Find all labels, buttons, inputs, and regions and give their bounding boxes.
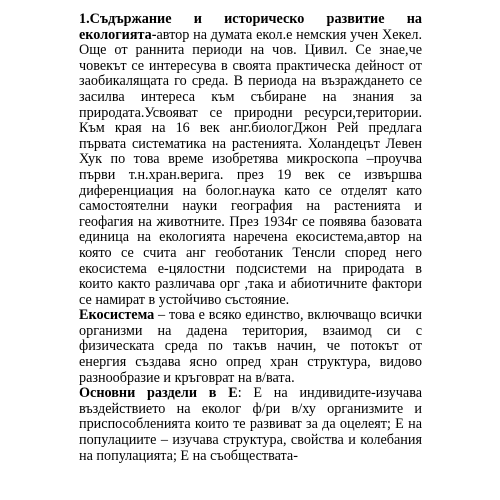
paragraph-sections-heading: Основни раздели в Е bbox=[79, 385, 238, 402]
paragraph-history bbox=[79, 12, 422, 308]
paragraph-ecosystem-text: – това е всяко единство, включващо всички организми на дадена територия, взаимод си с физическата среда по такъв начин, че потокът от енергия създава ясно опред хран структура, видово разнообразие и кръговрат на в/вата. bbox=[79, 307, 422, 386]
paragraph-ecosystem bbox=[79, 308, 422, 386]
paragraph-sections bbox=[79, 386, 422, 464]
paragraph-history-heading: 1.Съдържание и историческо развитие на екологията- bbox=[79, 11, 422, 43]
paragraph-sections-text: : Е на индивидите-изучава въздействието на еколог ф/ри в/ху организмите и приспособленията които те развиват за да оцелеят; Е на популациите – изучава структура, свойства и колебания на популацията; Е на съобществата- bbox=[79, 385, 422, 464]
document-body bbox=[79, 12, 422, 464]
paragraph-history-text: автор на думата екол.е немския учен Хекел. Още от раннита периоди на чов. Цивил. Се знае,че човекът се интересува в своята практическа дейност от заобикалящата го среда. В периода на възраждането се засилва интереса към събиране на знания за природата.Усвояват се природни ресурси,територии. Към края на 16 век анг.биологДжон Рей предлага първата систематика на растенията. Холандецът Левен Хук по това време изобретява микроскопа –проучва първи т.н.хран.верига. през 19 век се извършва диференциация на бoлог.наука като се отделят като самостоятелни науки география на растенията и геофагия на животните. През 1934г се появява базовата единица на екологията наречена екосистема,автор на която се счита анг геоботаник Тенсли според него екосистема е-цялостни подсистеми на природата в които както различава орг ,така и абиотичните фактори се намират в устойчиво състояние. bbox=[79, 26, 422, 308]
paragraph-ecosystem-term: Екосистема bbox=[79, 307, 155, 324]
